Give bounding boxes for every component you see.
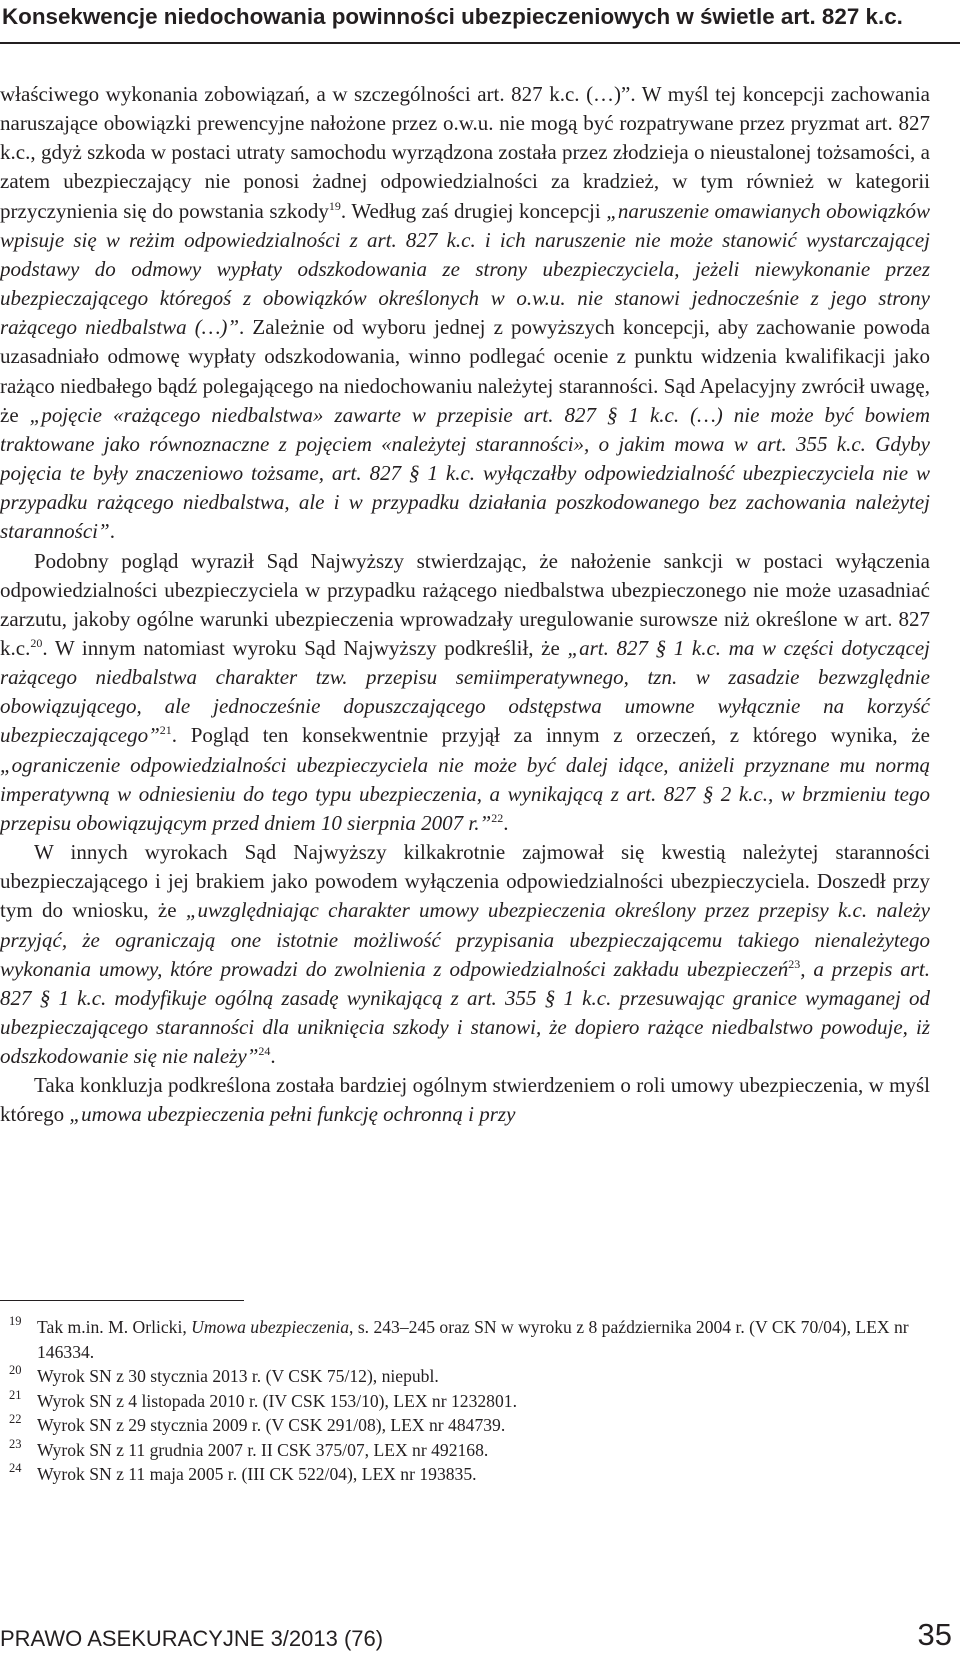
- footnote-ref-23: 23: [788, 956, 801, 971]
- quote: „umowa ubezpieczenia pełni funkcję ochronną i przy: [69, 1102, 516, 1127]
- footnote-19: [0, 1315, 930, 1364]
- quote: „ograniczenie odpowiedzialności ubezpieczyciela nie może być dalej idące, aniżeli przyznane mu normą imperatywną w odniesieniu do tego typu ubezpieczenia, a wynikającą z art. 827 § 2 k.c., w brzmieniu tego przepisu obowiązującym przed dniem 10 sierpnia 2007 r.”: [0, 752, 930, 835]
- footnote-ref-20: 20: [30, 635, 43, 650]
- running-title: Konsekwencje niedochowania powinności ubezpieczeniowych w świetle art. 827 k.c.: [2, 4, 903, 29]
- text-run: W innych wyrokach Sąd Najwyższy kilkakrotnie zajmował się kwestią należytej staranności ubezpieczającego i jej brakiem jako powodem wyłączenia odpowiedzialności ubezpieczyciela. Doszedł przy tym do wniosku, że: [0, 840, 930, 923]
- footnote-20: [0, 1364, 930, 1389]
- footnote-separator: [0, 1300, 244, 1301]
- footnote-text: Wyrok SN z 11 maja 2005 r. (III CK 522/04), LEX nr 193835.: [37, 1464, 477, 1484]
- footnote-ref-22: 22: [491, 810, 504, 825]
- journal-name: PRAWO ASEKURACYJNE 3/2013 (76): [0, 1626, 384, 1651]
- quote: „pojęcie «rażącego niedbalstwa» zawarte w przepisie art. 827 § 1 k.c. (…) nie może być bowiem traktowane jako równoznaczne z pojęciem «należytej staranności», o jakim mowa w art. 355 k.c. Gdyby pojęcia te były znaczeniowo tożsame, art. 827 § 1 k.c. wyłączałby odpowiedzialność ubezpieczyciela nie w przypadku rażącego niedbalstwa, ale i w przypadku działania poszkodowanego bez zachowania należytej staranności”: [0, 402, 930, 544]
- paragraph-4: [0, 1071, 930, 1129]
- text-run: . Według zaś drugiej koncepcji: [340, 198, 607, 223]
- footnotes: [0, 1315, 930, 1487]
- text-run: właściwego wykonania zobowiązań, a w szczególności art. 827 k.c. (…)”. W myśl tej koncepcji zachowania naruszające obowiązki prewencyjne nałożone przez o.w.u. nie mogą być rozpatrywane przez pryzmat art. 827 k.c., gdyż szkoda w postaci utraty samochodu wyrządzona została przez złodzieja o nieustalonej tożsamości, a zatem ubezpieczający nie ponosi żadnej odpowiedzialności za kradzież, w tym również w kategorii przyczynienia się do powstania szkody: [0, 82, 930, 223]
- footnote-number: 20: [9, 1363, 22, 1377]
- footnote-number: 24: [9, 1461, 22, 1475]
- text-run: Taka konkluzja podkreślona została bardziej ogólnym stwierdzeniem o roli umowy ubezpieczenia, w myśl którego: [0, 1073, 930, 1127]
- quote: „art. 827 § 1 k.c. ma w części dotyczącej rażącego niedbalstwa charakter tzw. przepisu semiimperatywnego, tzn. w zasadzie bezwzględnie obowiązującego, ale jednocześnie dopuszczającego odstępstwa umowne wyłącznie na korzyść ubezpieczającego”: [0, 635, 930, 748]
- quote: „naruszenie omawianych obowiązków wpisuje się w reżim odpowiedzialności z art. 827 k.c. i ich naruszenie nie może stanowić wystarczającej podstawy do odmowy wypłaty odszkodowania ze strony ubezpieczyciela, jeżeli niewykonanie przez ubezpieczającego któregoś z obowiązków określonych w o.w.u. nie stanowi jednocześnie z jego strony rażącego niedbalstwa (…)”: [0, 198, 931, 340]
- quote: , a przepis art. 827 § 1 k.c. modyfikuje ogólną zasadę wynikającą z art. 355 § 1 k.c. przesuwając granice wymaganej od ubezpieczającego staranności dla uniknięcia szkody i stanowi, że dopiero rażące niedbalstwo powoduje, iż odszkodowanie się nie należy”: [0, 956, 931, 1069]
- footnote-ref-24: 24: [258, 1044, 271, 1059]
- text-run: .: [503, 810, 509, 835]
- header-rule: [0, 42, 960, 44]
- footnote-text: Wyrok SN z 29 stycznia 2009 r. (V CSK 291/08), LEX nr 484739.: [37, 1415, 506, 1435]
- footnote-number: 21: [9, 1387, 22, 1402]
- footnote-24: [0, 1462, 930, 1487]
- text-run: . W innym natomiast wyroku Sąd Najwyższy podkreślił, że: [42, 635, 568, 660]
- footnote-23: [0, 1438, 930, 1463]
- footnote-text: Wyrok SN z 4 listopada 2010 r. (IV CSK 153/10), LEX nr 1232801.: [37, 1390, 517, 1411]
- main-text: [0, 80, 930, 1130]
- paragraph-1: [0, 80, 930, 547]
- footnote-number: 22: [9, 1412, 22, 1426]
- text-run: . Zależnie od wyboru jednej z powyższych koncepcji, aby zachowanie powoda uzasadniało odmowę wypłaty odszkodowania, winno podlegać ocenie z punktu widzenia kwalifikacji jako rażąco niedbałego bądź polegającego na niedochowaniu należytej staranności. Sąd Apelacyjny zwrócił uwagę, że: [0, 315, 931, 427]
- footnote-text: Wyrok SN z 11 grudnia 2007 r. II CSK 375/07, LEX nr 492168.: [37, 1439, 489, 1460]
- footnote-ref-19: 19: [328, 198, 341, 213]
- footnote-text: Wyrok SN z 30 stycznia 2013 r. (V CSK 75/12), niepubl.: [37, 1366, 439, 1386]
- footnote-number: 23: [9, 1436, 22, 1451]
- footnote-ref-21: 21: [159, 723, 172, 738]
- text-run: .: [109, 519, 115, 544]
- quote: „uwzględniając charakter umowy ubezpieczenia określony przez przepisy k.c. należy przyjąć, że ograniczają one istotnie możliwość przypisania ubezpieczającemu takiego nienależytego wykonania umowy, które prowadzi do zwolnienia z odpowiedzialności zakładu ubezpieczeń: [0, 898, 931, 981]
- running-header: [0, 2, 960, 44]
- footnote-number: 19: [9, 1314, 22, 1328]
- text-run: .: [270, 1044, 276, 1069]
- paragraph-2: [0, 547, 930, 839]
- footnote-22: [0, 1413, 930, 1438]
- footnote-text: , s. 243–245 oraz SN w wyroku z 8 października 2004 r. (V CK 70/04), LEX nr 146334.: [37, 1317, 909, 1362]
- text-run: Podobny pogląd wyraził Sąd Najwyższy stwierdzając, że nałożenie sankcji w postaci wyłączenia odpowiedzialności ubezpieczyciela w przypadku rażącego niedbalstwa ubezpieczonego nie może uzasadniać zarzutu, jakoby ogólne warunki ubezpieczenia wprowadzały uregulowanie surowsze niż określone w art. 827 k.c.: [0, 548, 930, 660]
- footnote-title: Umowa ubezpieczenia: [191, 1317, 350, 1337]
- page-number: 35: [917, 1617, 952, 1652]
- text-run: . Pogląd ten konsekwentnie przyjął za innym z orzeczeń, z którego wynika, że: [171, 723, 930, 748]
- footnote-21: [0, 1389, 930, 1414]
- paragraph-3: [0, 838, 930, 1071]
- footnote-text: Tak m.in. M. Orlicki,: [37, 1317, 192, 1337]
